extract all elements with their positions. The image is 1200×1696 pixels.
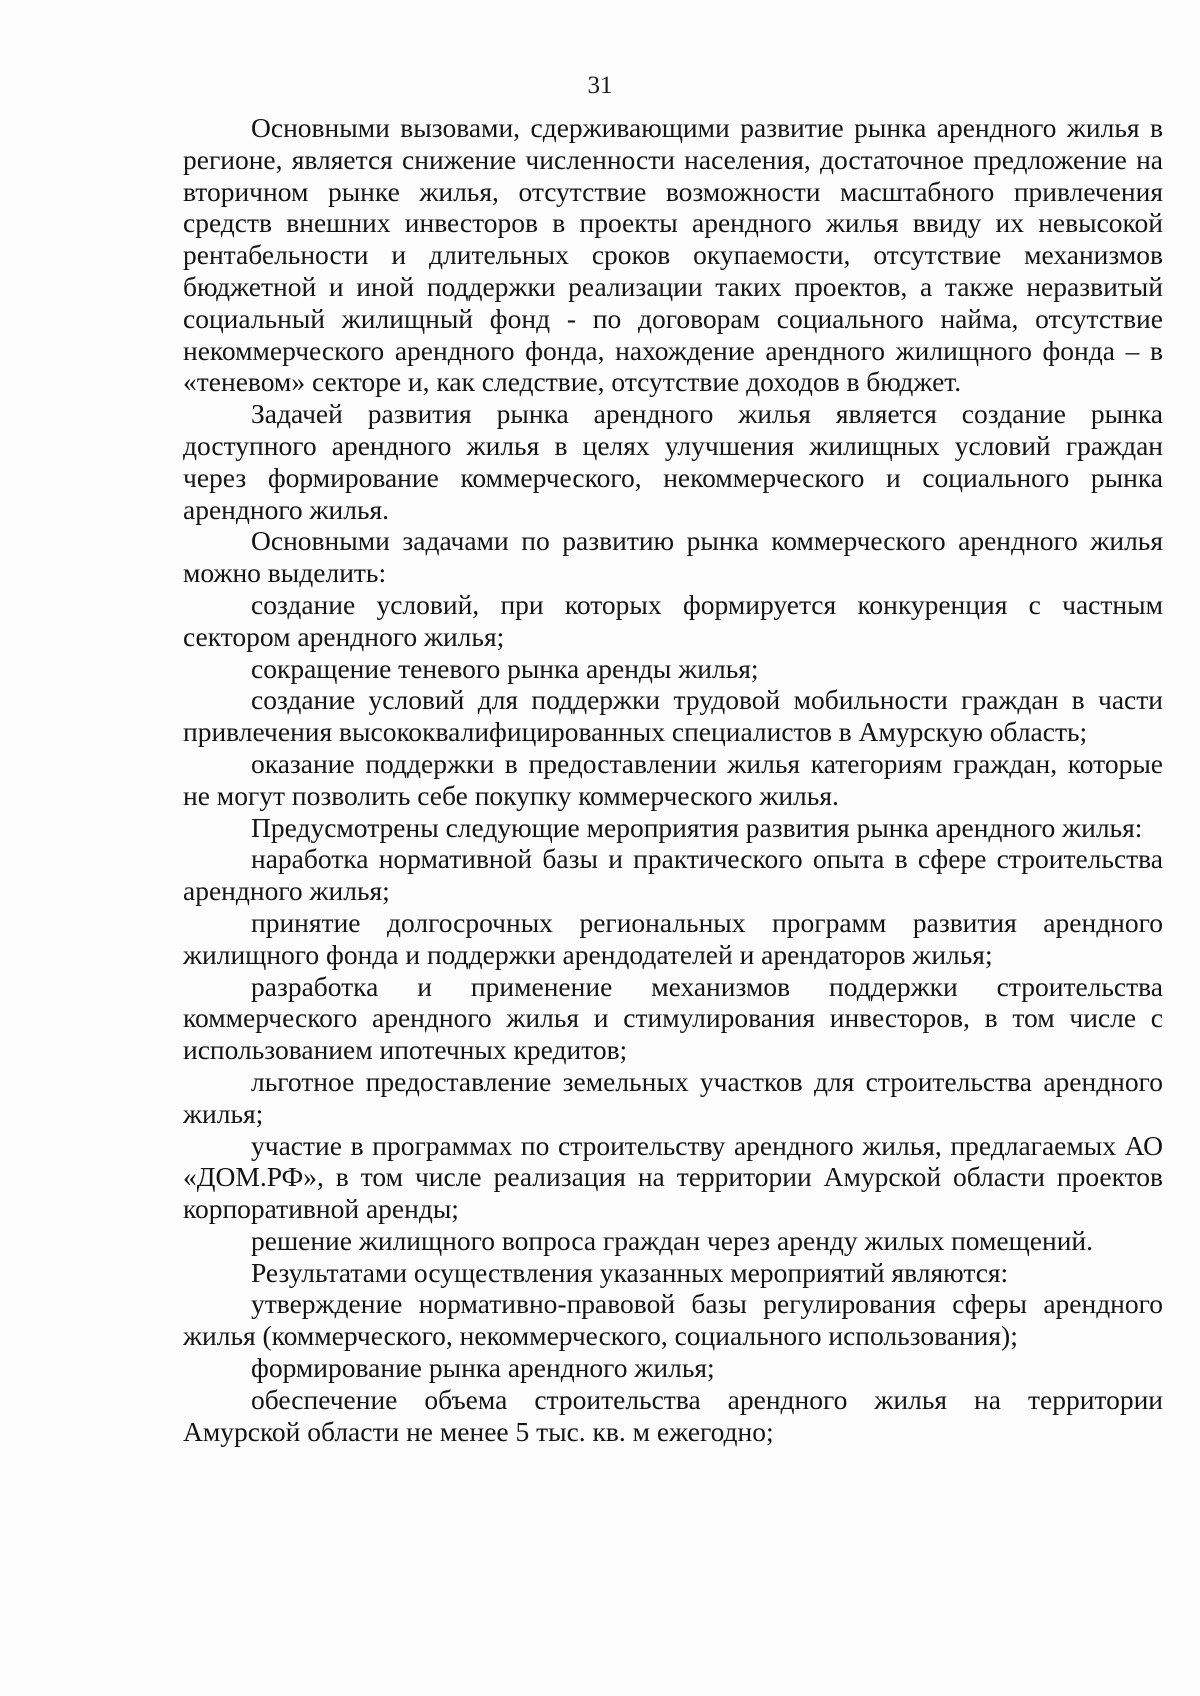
list-item: создание условий, при которых формируется конкуренция с частным сектором арендного жилья;: [183, 588, 1163, 652]
list-item: утверждение нормативно-правовой базы регулирования сферы арендного жилья (коммерческого, некоммерческого, социального использования);: [183, 1288, 1163, 1352]
list-item: обеспечение объема строительства арендного жилья на территории Амурской области не менее 5 тыс. кв. м ежегодно;: [183, 1383, 1163, 1447]
paragraph-challenges: Основными вызовами, сдерживающими развитие рынка арендного жилья в регионе, является снижение численности населения, достаточное предложение на вторичном рынке жилья, отсутствие возможности масштабного привлечения средств внешних инвесторов в проекты арендного жилья ввиду их невысокой рентабельности и длительных сроков окупаемости, отсутствие механизмов бюджетной и иной поддержки реализации таких проектов, а также неразвитый социальный жилищный фонд - по договорам социального найма, отсутствие некоммерческого арендного фонда, нахождение арендного жилищного фонда – в «теневом» секторе и, как следствие, отсутствие доходов в бюджет.: [183, 112, 1163, 398]
paragraph-measures: Предусмотрены следующие мероприятия развития рынка арендного жилья:: [251, 811, 1143, 843]
list-item: оказание поддержки в предоставлении жилья категориям граждан, которые не могут позволить себе покупку коммерческого жилья.: [183, 747, 1163, 811]
list-item: принятие долгосрочных региональных программ развития арендного жилищного фонда и поддержки арендодателей и арендаторов жилья;: [183, 906, 1163, 970]
page-number: 31: [587, 72, 613, 99]
list-item: решение жилищного вопроса граждан через аренду жилых помещений.: [251, 1224, 1094, 1256]
list-item: участие в программах по строительству арендного жилья, предлагаемых АО «ДОМ.РФ», в том числе реализация на территории Амурской области проектов корпоративной аренды;: [183, 1129, 1163, 1225]
document-body: [183, 112, 1163, 1447]
list-item: наработка нормативной базы и практического опыта в сфере строительства арендного жилья;: [183, 843, 1163, 907]
list-item: создание условий для поддержки трудовой мобильности граждан в части привлечения высококвалифицированных специалистов в Амурскую область;: [183, 684, 1163, 748]
paragraph-goal: Задачей развития рынка арендного жилья является создание рынка доступного арендного жилья в целях улучшения жилищных условий граждан через формирование коммерческого, некоммерческого и социального рынка арендного жилья.: [183, 398, 1163, 525]
list-item: формирование рынка арендного жилья;: [251, 1352, 715, 1384]
paragraph-main-tasks: Основными задачами по развитию рынка коммерческого арендного жилья можно выделить:: [183, 525, 1163, 589]
paragraph-results: Результатами осуществления указанных мероприятий являются:: [251, 1256, 1009, 1288]
list-item: разработка и применение механизмов поддержки строительства коммерческого арендного жилья и стимулирования инвесторов, в том числе с использованием ипотечных кредитов;: [183, 970, 1163, 1066]
list-item: льготное предоставление земельных участков для строительства арендного жилья;: [183, 1065, 1163, 1129]
list-item: сокращение теневого рынка аренды жилья;: [251, 652, 759, 684]
